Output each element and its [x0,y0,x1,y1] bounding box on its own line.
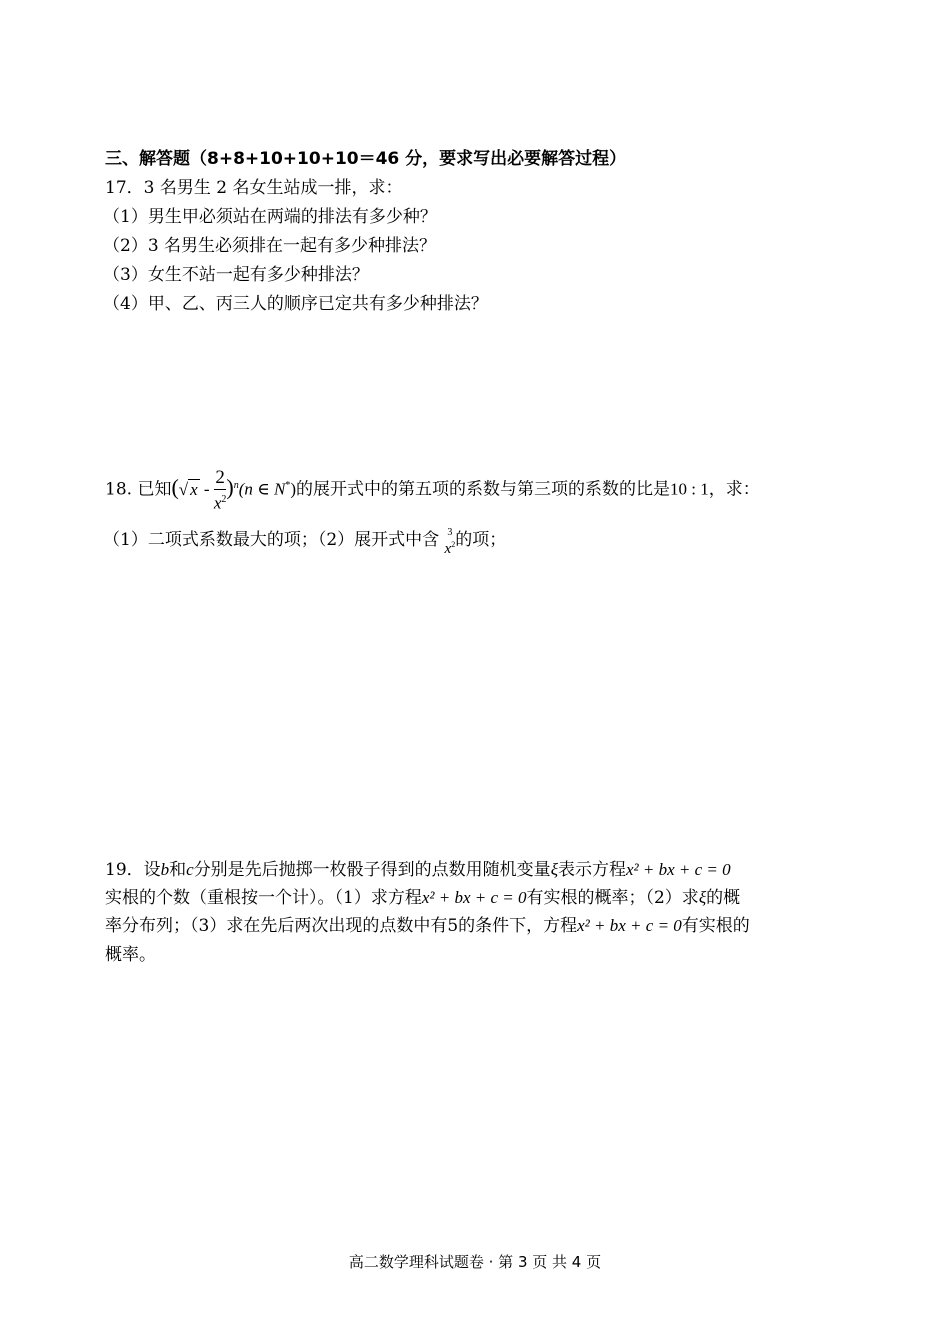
q17-part-3: （3）女生不站一起有多少种排法？ [103,265,369,285]
q18-sqrt: √ x [178,479,198,499]
q18-term-exp-den: 2 [451,539,456,549]
q17-stem: 17．3 名男生 2 名女生站成一排，求： [105,178,403,198]
q18-term-var: x [444,540,452,557]
q19-var-b: b [160,860,170,879]
q19-line-2 [105,887,740,909]
q19-l1-b: 和 [169,860,187,880]
q18-frac-den: x [213,493,222,513]
q18-paren-close: ) [226,474,234,500]
q18-fraction [214,468,227,513]
q18-sqrt-var: x [190,479,198,499]
q19-l1-d: 表示方程 [557,860,626,880]
q18-term-exp-num: 3 [447,526,453,538]
q19-var-c: c [186,860,194,879]
q17-part-4: （4）甲、乙、丙三人的顺序已定共有多少种排法？ [103,294,488,314]
q18-condition-close: ) [290,479,296,499]
q18-suffix: ，求： [708,479,760,500]
q19-l2-a: 实根的个数（重根按一个计）。（1）求方程 [105,888,422,908]
q17-part-1: （1）男生甲必须站在两端的排法有多少种？ [103,207,437,227]
q19-l2-b: 有实根的概率；（2）求 [526,888,699,908]
q19-l3-a: 率分布列；（3）求在先后两次出现的点数中有5的条件下，方程 [105,916,578,936]
q18-minus: - [199,479,214,499]
q19-line-4: 概率。 [105,945,156,965]
q19-equation-3: x² + bx + c = 0 [577,916,682,935]
q18-parts-a: （1）二项式系数最大的项；（2）展开式中含 [103,530,440,550]
q19-line-1 [105,859,731,881]
q19-line-3 [105,915,750,937]
q19-l3-b: 有实根的 [681,916,750,936]
q18-term [445,527,456,555]
q18-prefix: 18. 已知 [105,479,172,500]
q19-equation-1: x² + bx + c = 0 [625,860,731,879]
q18-condition: (n ∈ N [238,479,286,499]
q19-l1-a: 19．设 [105,860,161,880]
page-footer: 高二数学理科试题卷 · 第 3 页 共 4 页 [348,1253,602,1271]
q18-middle: 的展开式中的第五项的系数与第三项的系数的比是 [295,479,670,500]
q19-l1-c: 分别是先后抛掷一枚骰子得到的点数用随机变量 [193,860,551,880]
q18-paren-open: ( [171,474,179,500]
section-heading: 三、解答题（8+8+10+10+10＝46 分，要求写出必要解答过程） [105,149,627,169]
q19-equation-2: x² + bx + c = 0 [421,888,527,907]
q18-ratio: 10 : 1 [669,479,709,499]
q18-frac-den-exp: 2 [221,493,227,505]
q18-stem [105,462,760,512]
q18-condition-star: * [285,480,291,491]
q18-frac-num: 2 [215,466,225,488]
q19-xi: ξ [550,860,558,879]
q18-parts-b: 的项； [455,530,507,550]
q19-l2-c: 的概 [706,888,741,908]
q18-parts [103,520,506,560]
q19-xi-2: ξ [698,888,707,907]
q18-exponent: n [233,480,239,491]
q17-part-2: （2）3 名男生必须排在一起有多少种排法？ [103,236,437,256]
